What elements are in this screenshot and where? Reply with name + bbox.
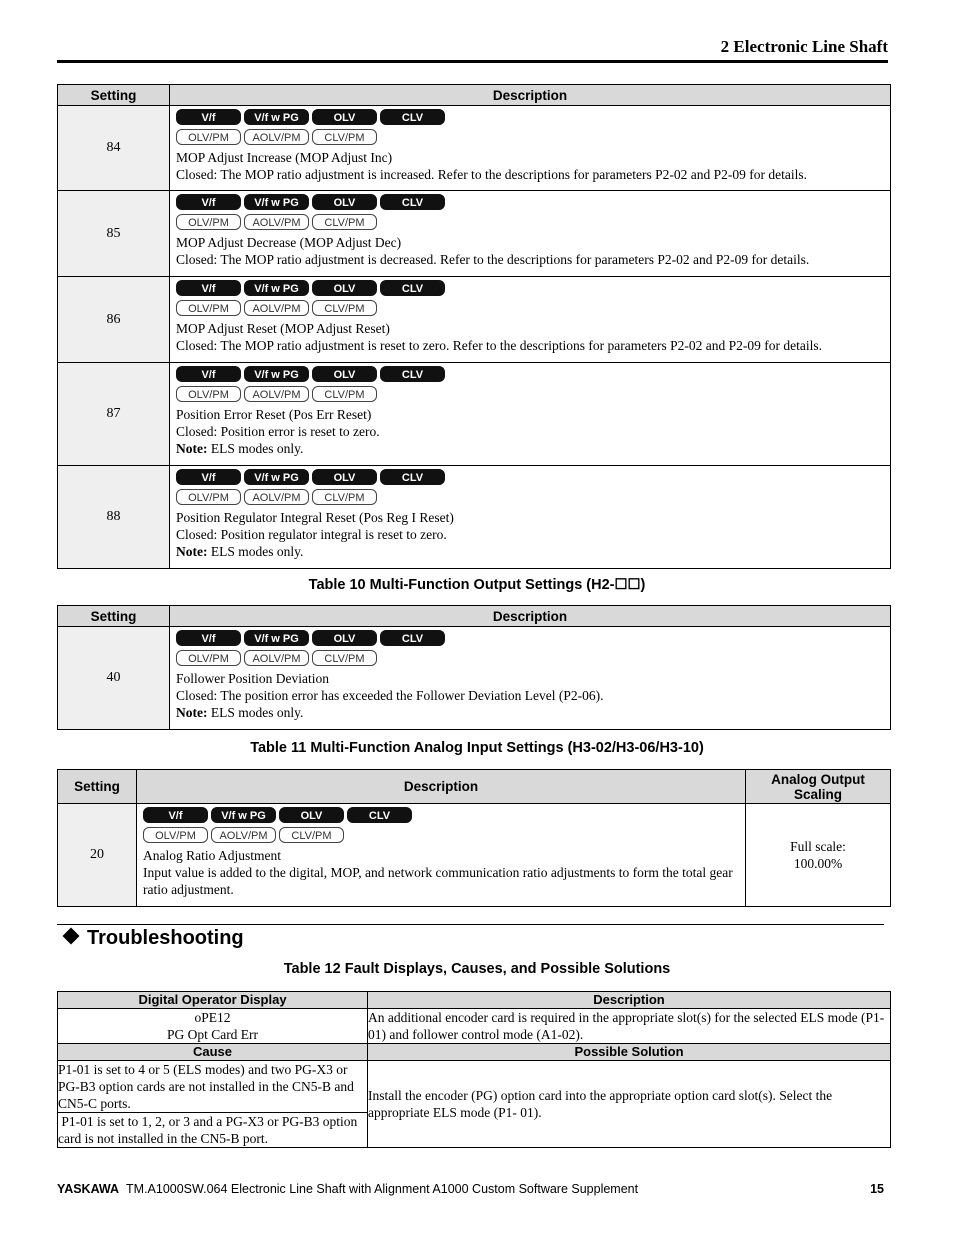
description-cell (170, 363, 891, 466)
fault-description: An additional encoder card is required in the appropriate slot(s) for the selected ELS mode (P1-01) and follower control mode (A1-02). (368, 1009, 891, 1044)
function-note (176, 704, 884, 721)
col-header-setting: Setting (58, 606, 170, 627)
badge-olv-pm: OLV/PM (176, 214, 241, 230)
badge-clv-pm: CLV/PM (312, 386, 377, 402)
table12 (57, 991, 891, 1148)
table10 (57, 605, 891, 730)
pm-mode-badges (176, 650, 884, 667)
table-row (58, 277, 891, 363)
badge-aolv-pm: AOLV/PM (244, 489, 309, 505)
function-name: Analog Ratio Adjustment (143, 848, 281, 863)
badge-vf: V/f (176, 630, 241, 646)
diamond-icon (63, 928, 80, 945)
footer-doc-title: TM.A1000SW.064 Electronic Line Shaft with Alignment A1000 Custom Software Supplement (126, 1182, 639, 1196)
badge-vf: V/f (176, 280, 241, 296)
section-title-text: Troubleshooting (87, 927, 244, 949)
badge-vf-pg: V/f w PG (244, 366, 309, 382)
badge-olv: OLV (279, 807, 344, 823)
badge-vf-pg: V/f w PG (244, 194, 309, 210)
badge-vf: V/f (176, 109, 241, 125)
control-mode-badges (176, 194, 884, 211)
function-detail: Closed: The MOP ratio adjustment is decreased. Refer to the descriptions for parameters P2-02 and P2-09 for details. (176, 252, 810, 267)
fault-code: oPE12 (194, 1010, 231, 1025)
badge-olv-pm: OLV/PM (176, 300, 241, 316)
input-settings-table (57, 84, 891, 569)
display-cell (58, 1009, 368, 1044)
function-detail: Input value is added to the digital, MOP, and network communication ratio adjustments to form the total gear ratio adjustment. (143, 865, 733, 897)
badge-clv-pm: CLV/PM (312, 650, 377, 666)
function-detail: Closed: The position error has exceeded the Follower Deviation Level (P2-06). (176, 688, 604, 703)
badge-clv: CLV (380, 630, 445, 646)
badge-clv: CLV (380, 280, 445, 296)
solution-cell: Install the encoder (PG) option card into the appropriate option card slot(s). Select the appropriate ELS mode (P1- 01). (368, 1061, 891, 1148)
function-name: MOP Adjust Decrease (MOP Adjust Dec) (176, 235, 402, 250)
badge-clv: CLV (380, 109, 445, 125)
col-header-solution: Possible Solution (368, 1044, 891, 1061)
cause-cell: P1-01 is set to 1, 2, or 3 and a PG-X3 or PG-B3 option card is not installed in the CN5-B port. (58, 1113, 368, 1148)
function-name: MOP Adjust Reset (MOP Adjust Reset) (176, 321, 390, 336)
control-mode-badges (176, 366, 884, 383)
description-cell (170, 191, 891, 277)
function-note (176, 543, 884, 560)
setting-value: 20 (58, 804, 137, 907)
table11-caption: Table 11 Multi-Function Analog Input Settings (H3-02/H3-06/H3-10) (250, 740, 704, 756)
badge-clv-pm: CLV/PM (279, 827, 344, 843)
footer-left (57, 1182, 638, 1196)
badge-olv-pm: OLV/PM (176, 489, 241, 505)
cause-cell: P1-01 is set to 4 or 5 (ELS modes) and two PG-X3 or PG-B3 option cards are not installed in the CN5-B and CN5-C ports. (58, 1061, 368, 1113)
control-mode-badges (143, 807, 739, 824)
col-header-description: Description (170, 606, 891, 627)
pm-mode-badges (143, 827, 739, 844)
function-name: Position Error Reset (Pos Err Reset) (176, 407, 372, 422)
scaling-cell (746, 804, 891, 907)
badge-vf: V/f (176, 366, 241, 382)
header-rule (57, 60, 888, 63)
table-row (58, 106, 891, 191)
badge-clv-pm: CLV/PM (312, 300, 377, 316)
function-name: MOP Adjust Increase (MOP Adjust Inc) (176, 150, 393, 165)
badge-olv: OLV (312, 194, 377, 210)
table-row (58, 191, 891, 277)
badge-aolv-pm: AOLV/PM (244, 650, 309, 666)
badge-olv-pm: OLV/PM (176, 129, 241, 145)
col-header-description: Description (137, 770, 746, 804)
col-header-setting: Setting (58, 85, 170, 106)
control-mode-badges (176, 469, 884, 486)
function-name: Position Regulator Integral Reset (Pos Reg I Reset) (176, 510, 454, 525)
description-cell (170, 277, 891, 363)
setting-value: 85 (58, 191, 170, 277)
badge-olv: OLV (312, 109, 377, 125)
badge-vf-pg: V/f w PG (244, 109, 309, 125)
badge-vf: V/f (176, 194, 241, 210)
function-detail: Closed: Position error is reset to zero. (176, 424, 380, 439)
col-header-description: Description (368, 992, 891, 1009)
table-row (58, 1061, 891, 1113)
note-text: ELS modes only. (207, 705, 304, 720)
footer-brand: YASKAWA (57, 1182, 120, 1196)
fault-name: PG Opt Card Err (166, 1027, 259, 1042)
badge-olv: OLV (312, 630, 377, 646)
control-mode-badges (176, 630, 884, 647)
section-rule (57, 924, 884, 925)
function-detail: Closed: The MOP ratio adjustment is reset to zero. Refer to the descriptions for parameters P2-02 and P2-09 for details. (176, 338, 822, 353)
note-text: ELS modes only. (207, 441, 304, 456)
badge-vf-pg: V/f w PG (244, 280, 309, 296)
badge-vf-pg: V/f w PG (211, 807, 276, 823)
table-row (58, 1009, 891, 1044)
table-row (58, 363, 891, 466)
description-cell (170, 466, 891, 569)
badge-clv-pm: CLV/PM (312, 489, 377, 505)
badge-vf: V/f (176, 469, 241, 485)
pm-mode-badges (176, 489, 884, 506)
note-label: Note: (176, 544, 208, 559)
setting-value: 86 (58, 277, 170, 363)
function-name: Follower Position Deviation (176, 671, 329, 686)
badge-aolv-pm: AOLV/PM (211, 827, 276, 843)
badge-vf: V/f (143, 807, 208, 823)
page-header-title: 2 Electronic Line Shaft (720, 37, 888, 56)
note-label: Note: (176, 705, 208, 720)
badge-olv-pm: OLV/PM (176, 386, 241, 402)
setting-value: 88 (58, 466, 170, 569)
setting-value: 87 (58, 363, 170, 466)
badge-vf-pg: V/f w PG (244, 469, 309, 485)
table-row (58, 466, 891, 569)
table10-caption: Table 10 Multi-Function Output Settings (H2-☐☐) (308, 577, 646, 593)
badge-aolv-pm: AOLV/PM (244, 386, 309, 402)
note-label: Note: (176, 441, 208, 456)
col-header-description: Description (170, 85, 891, 106)
pm-mode-badges (176, 300, 884, 317)
badge-olv: OLV (312, 469, 377, 485)
badge-clv: CLV (380, 194, 445, 210)
badge-aolv-pm: AOLV/PM (244, 214, 309, 230)
section-title (62, 927, 244, 950)
scaling-line2: 100.00% (793, 856, 843, 871)
badge-clv: CLV (380, 366, 445, 382)
col-header-scaling: Analog Output Scaling (746, 770, 891, 804)
control-mode-badges (176, 109, 884, 126)
control-mode-badges (176, 280, 884, 297)
note-text: ELS modes only. (207, 544, 304, 559)
badge-olv-pm: OLV/PM (143, 827, 208, 843)
function-detail: Closed: Position regulator integral is reset to zero. (176, 527, 447, 542)
badge-clv: CLV (380, 469, 445, 485)
function-detail: Closed: The MOP ratio adjustment is increased. Refer to the descriptions for parameters P2-02 and P2-09 for details. (176, 167, 807, 182)
badge-clv-pm: CLV/PM (312, 214, 377, 230)
badge-olv: OLV (312, 366, 377, 382)
badge-clv: CLV (347, 807, 412, 823)
table11 (57, 769, 891, 907)
description-cell (137, 804, 746, 907)
badge-aolv-pm: AOLV/PM (244, 300, 309, 316)
description-cell (170, 627, 891, 730)
description-cell (170, 106, 891, 191)
pm-mode-badges (176, 386, 884, 403)
pm-mode-badges (176, 129, 884, 146)
badge-olv-pm: OLV/PM (176, 650, 241, 666)
scaling-line1: Full scale: (790, 839, 846, 854)
col-header-display: Digital Operator Display (58, 992, 368, 1009)
function-note (176, 440, 884, 457)
table-row (58, 804, 891, 907)
table-row (58, 627, 891, 730)
col-header-cause: Cause (58, 1044, 368, 1061)
table12-caption: Table 12 Fault Displays, Causes, and Possible Solutions (283, 961, 671, 977)
badge-olv: OLV (312, 280, 377, 296)
pm-mode-badges (176, 214, 884, 231)
col-header-setting: Setting (58, 770, 137, 804)
setting-value: 84 (58, 106, 170, 191)
badge-vf-pg: V/f w PG (244, 630, 309, 646)
badge-clv-pm: CLV/PM (312, 129, 377, 145)
page-number: 15 (870, 1182, 884, 1196)
setting-value: 40 (58, 627, 170, 730)
badge-aolv-pm: AOLV/PM (244, 129, 309, 145)
